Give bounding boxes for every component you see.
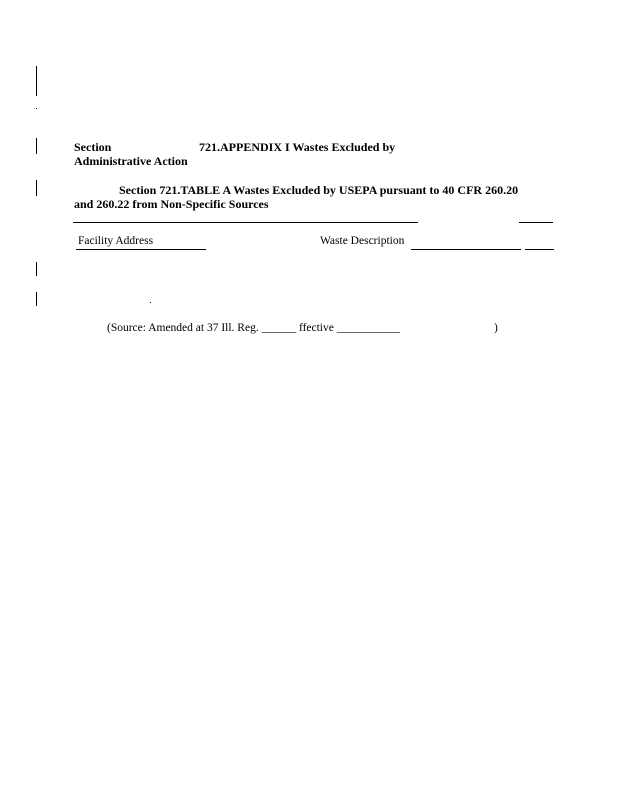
- appendix-heading-line2: Administrative Action: [74, 154, 188, 168]
- stray-dot: [150, 302, 151, 303]
- column-header-waste: Waste Description: [320, 235, 405, 247]
- source-note: (Source: Amended at 37 Ill. Reg. ______ ffective ___________: [107, 322, 400, 334]
- change-bar-3: [36, 180, 37, 196]
- column-header-facility: Facility Address: [78, 235, 154, 247]
- table-title-line1: Section 721.TABLE A Wastes Excluded by USEPA pursuant to 40 CFR 260.20: [119, 183, 519, 197]
- appendix-heading: 721.APPENDIX I Wastes Excluded by: [199, 140, 396, 154]
- change-bar-2: [36, 138, 37, 154]
- waste-underline-right: [525, 249, 554, 250]
- title-rule: [73, 222, 418, 223]
- section-word: Section: [74, 140, 112, 154]
- waste-underline: [411, 249, 521, 250]
- change-bar-4: [36, 262, 37, 276]
- table-title-line2: and 260.22 from Non-Specific Sources: [74, 197, 269, 211]
- facility-underline: [76, 249, 206, 250]
- change-bar-1: [36, 66, 37, 96]
- margin-dot: [36, 108, 37, 109]
- change-bar-5: [36, 292, 37, 306]
- title-rule-right: [519, 222, 553, 223]
- source-note-close: ): [494, 322, 498, 334]
